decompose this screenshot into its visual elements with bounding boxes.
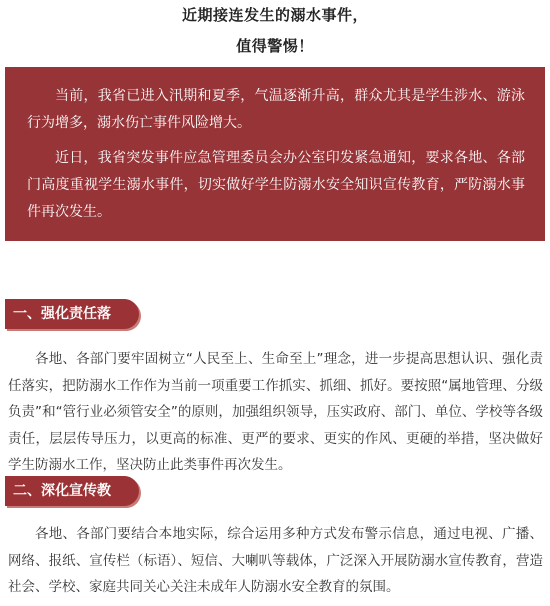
section-2-body: 各地、各部门要结合本地实际，综合运用多种方式发布警示信息，通过电视、广播、网络、报纸、宣传栏（标语）、短信、大喇叭等载体，广泛深入开展防溺水宣传教育，营造社会、学校、家庭共同关心关注未成年人防溺水安全教育的氛围。 [8,526,543,595]
section-heading-2: 二、深化宣传教育 [5,476,139,506]
intro-paragraph-1: 当前，我省已进入汛期和夏季，气温逐渐升高，群众尤其是学生涉水、游泳行为增多，溺水伤亡事件风险增大。 [27,88,525,131]
headline-line-2: 值得警惕！ [236,37,314,55]
intro-box [5,67,545,241]
intro-paragraph-2: 近日，我省突发事件应急管理委员会办公室印发紧急通知，要求各地、各部门高度重视学生溺水事件，切实做好学生防溺水安全知识宣传教育，严防溺水事件再次发生。 [27,150,525,220]
section-1-body: 各地、各部门要牢固树立“人民至上、生命至上”理念，进一步提高思想认识、强化责任落实，把防溺水工作作为当前一项重要工作抓实、抓细、抓好。要按照“属地管理、分级负责”和“管行业必须管安全”的原则，加强组织领导，压实政府、部门、单位、学校等各级责任，层层传导压力，以更高的标准、更严的要求、更实的作风、更硬的举措，坚决做好学生防溺水工作，坚决防止此类事件再次发生。 [8,351,543,473]
headline-line-1: 近期接连发生的溺水事件， [181,6,368,24]
section-heading-1: 一、强化责任落实 [5,299,139,329]
